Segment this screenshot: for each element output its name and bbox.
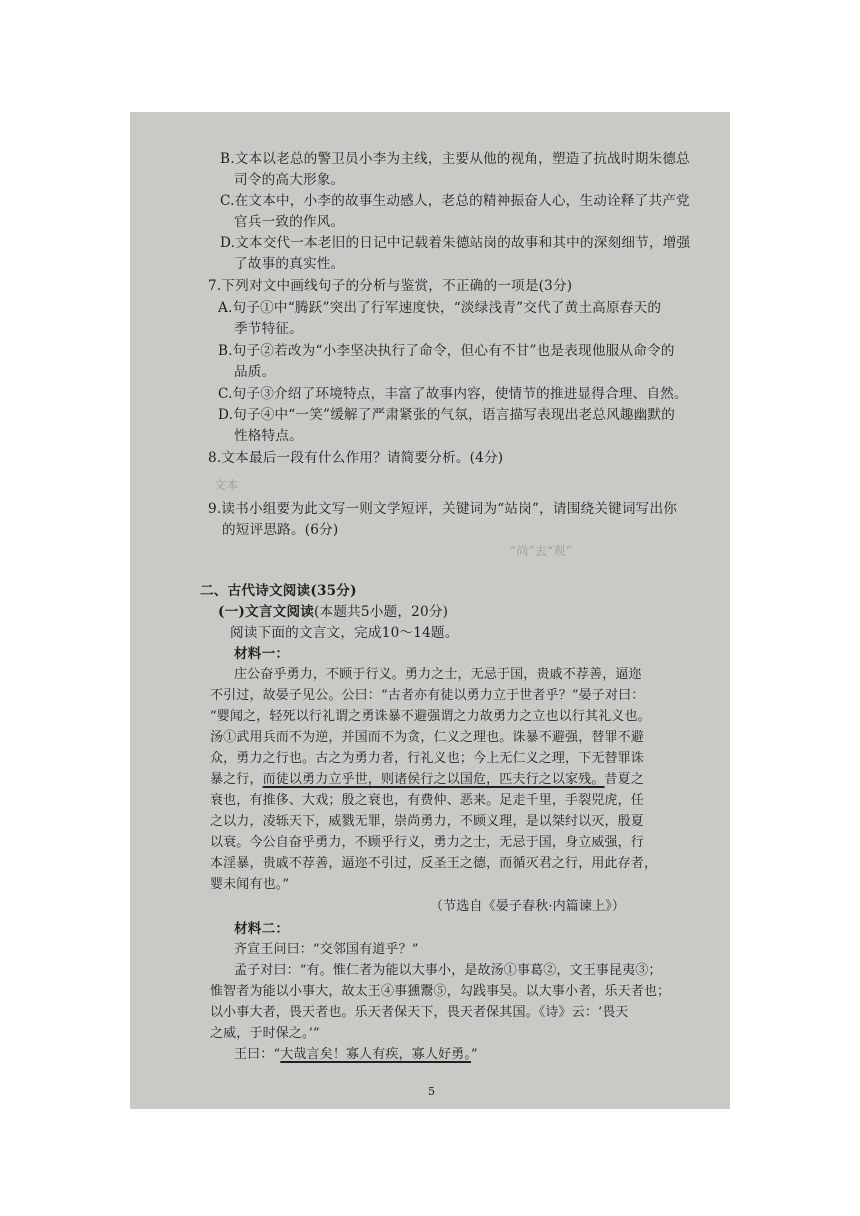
subsection-title: (一)文言文阅读: [218, 604, 315, 620]
material-one-label: 材料一：: [234, 646, 290, 662]
q6-option-b-line1: B.文本以老总的警卫员小李为主线，主要从他的视角，塑造了抗战时期朱德总: [220, 151, 690, 167]
material-one-line: 众，勇力之行也。古之为勇力者，行礼义也；今上无仁义之理，下无替罪诛: [210, 751, 644, 766]
material-two-line: 之威，于时保之。’”: [210, 1026, 320, 1041]
source-citation: （节选自《晏子春秋·内篇谏上》）: [430, 899, 626, 914]
q7-stem: 7.下列对文中画线句子的分析与鉴赏，不正确的一项是(3分): [208, 278, 573, 294]
material-two-label: 材料二：: [234, 921, 290, 937]
material-one-line: 以衰。今公自奋乎勇力，不顾乎行义，勇力之士，无忌于国，身立威强，行: [210, 835, 644, 850]
underlined-sentence: 而徒以勇力立乎世，则诸侯行之以国危，匹夫行之以家残。: [262, 772, 605, 787]
exam-page: [130, 112, 730, 1109]
underlined-sentence: 大哉言矣！寡人有疾，寡人好勇。: [280, 1047, 472, 1062]
q6-option-c-line1: C.在文本中，小李的故事生动感人，老总的精神振奋人心，生动诠释了共产党: [220, 193, 690, 209]
q7-option-b-line1: B.句子②若改为“小李坚决执行了命令，但心有不甘”也是表现他服从命令的: [218, 343, 675, 359]
q7-option-d-line1: D.句子④中“一笑”缓解了严肃紧张的气氛，语言描写表现出老总风趣幽默的: [218, 407, 676, 423]
material-one-line: 庄公奋乎勇力，不顾于行义。勇力之士，无忌于国，贵戚不荐善，逼迩: [234, 667, 642, 682]
material-one-line: 本淫暴，贵戚不荐善，逼迩不引过，反圣王之德，而循灭君之行，用此存者，: [210, 856, 658, 871]
q6-option-b-line2: 司令的高大形象。: [234, 172, 345, 188]
bleed-through-text: 文本: [214, 478, 239, 492]
subsection-note: (本题共5小题，20分): [314, 604, 449, 620]
bleed-through-text: “尚”去“观”: [510, 544, 572, 558]
material-one-line: 衰也，有推侈、大戏；殷之衰也，有费仲、恶来。足走千里，手裂兕虎，任: [210, 793, 644, 808]
material-one-line: 不引过，故晏子见公。公曰：“古者亦有徒以勇力立于世者乎？”晏子对曰：: [210, 688, 645, 703]
material-two-line: 以小事大者，畏天者也。乐天者保天下，畏天者保其国。《诗》云：‘畏天: [210, 1005, 629, 1020]
material-one-line: 之以力，凌轹天下，威戮无罪，崇尚勇力，不顾义理，是以桀纣以灭，殷夏: [210, 814, 644, 829]
material-one-line: “婴闻之，轻死以行礼谓之勇诛暴不避强谓之力故勇力之立也以行其礼义也。: [210, 709, 651, 724]
page-number: 5: [428, 1085, 435, 1098]
q6-option-c-line2: 官兵一致的作风。: [234, 214, 345, 230]
material-two-line: 齐宣王问曰：“交邻国有道乎？”: [234, 942, 419, 957]
material-two-line: 惟智者为能以小事大，故太王④事獯鬻⑤，勾践事吴。以大事小者，乐天者也；: [210, 984, 671, 999]
material-one-line: 暴之行，而徒以勇力立乎世，则诸侯行之以国危，匹夫行之以家残。昔夏之: [210, 772, 644, 787]
instruction: 阅读下面的文言文，完成10～14题。: [230, 625, 459, 641]
material-one-line: 婴未闻有也。”: [210, 877, 290, 892]
q7-option-a-line2: 季节特征。: [234, 321, 303, 337]
material-one-line: 汤①武用兵而不为逆，并国而不为贪，仁义之理也。诛暴不避强，替罪不避: [210, 730, 644, 745]
material-two-line: 王曰：“大哉言矣！寡人有疾，寡人好勇。”: [234, 1047, 478, 1062]
q7-option-b-line2: 品质。: [234, 364, 276, 380]
q6-option-d-line2: 了故事的真实性。: [234, 256, 345, 272]
section-title: 二、古代诗文阅读(35分): [200, 583, 357, 599]
q7-option-d-line2: 性格特点。: [234, 428, 303, 444]
q7-option-c-line1: C.句子③介绍了环境特点，丰富了故事内容，使情节的推进显得合理、自然。: [218, 386, 688, 402]
q6-option-d-line1: D.文本交代一本老旧的日记中记载着朱德站岗的故事和其中的深刻细节，增强: [220, 235, 691, 251]
q9-line1: 9.读书小组要为此文写一则文学短评，关键词为“站岗”，请围绕关键词写出你: [208, 501, 678, 517]
q8-stem: 8.文本最后一段有什么作用？请简要分析。(4分): [208, 450, 504, 466]
q9-line2: 的短评思路。(6分): [222, 522, 339, 538]
material-two-line: 孟子对曰：“有。惟仁者为能以大事小，是故汤①事葛②，文王事昆夷③；: [234, 963, 662, 978]
q7-option-a-line1: A.句子①中“腾跃”突出了行军速度快，“淡绿浅青”交代了黄土高原春天的: [218, 300, 662, 316]
